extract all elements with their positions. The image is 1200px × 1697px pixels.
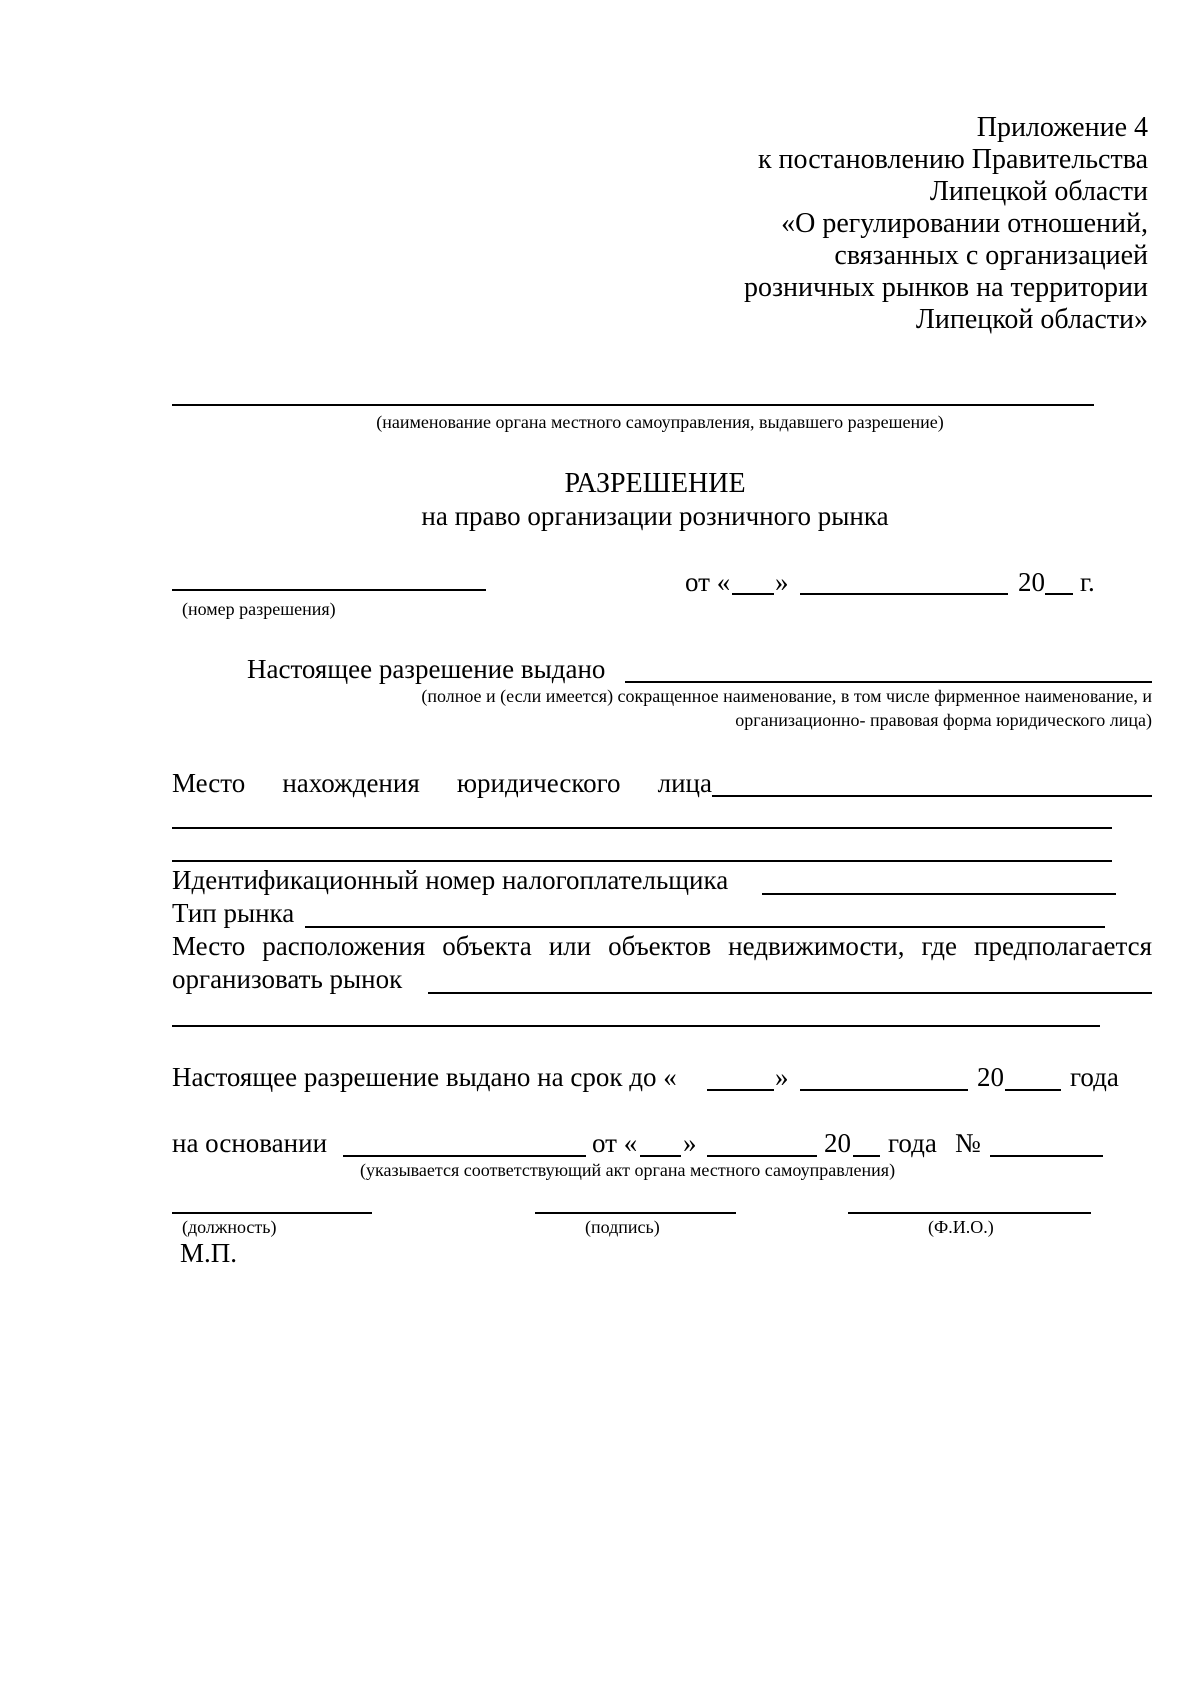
term-label: Настоящее разрешение выдано на срок до «: [172, 1062, 677, 1092]
issued-to-label: Настоящее разрешение выдано: [247, 654, 606, 684]
header-block: [744, 112, 1148, 336]
location-word-3: юридического: [456, 768, 621, 798]
position-caption: (должность): [182, 1217, 277, 1237]
property-field-1[interactable]: [428, 992, 1152, 994]
term-year-prefix: 20: [977, 1062, 1004, 1092]
permit-date-from: от «: [685, 567, 731, 597]
issued-to-caption-1: (полное и (если имеется) сокращенное наименование, в том числе фирменное наименование, и: [421, 686, 1152, 706]
term-year-field[interactable]: [1005, 1089, 1061, 1091]
basis-number-sign: №: [955, 1128, 981, 1158]
term-day-field[interactable]: [707, 1089, 774, 1091]
property-label-line-2: организовать рынок: [172, 964, 403, 994]
location-field-2[interactable]: [172, 827, 1112, 829]
seal-mark: М.П.: [180, 1238, 238, 1268]
permit-month-field[interactable]: [800, 593, 1008, 595]
property-label-line-1: Место расположения объекта или объектов недвижимости, где предполагается: [172, 931, 1152, 961]
authority-name-field[interactable]: [172, 404, 1094, 406]
document-title: РАЗРЕШЕНИЕ: [564, 468, 746, 499]
basis-from: от «: [592, 1128, 638, 1158]
permit-year-field[interactable]: [1045, 593, 1073, 595]
header-line-7: Липецкой области»: [915, 304, 1148, 335]
document-subtitle: на право организации розничного рынка: [421, 501, 889, 531]
permit-day-field[interactable]: [732, 593, 774, 595]
authority-caption: (наименование органа местного самоуправления, выдавшего разрешение): [376, 412, 944, 432]
signature-caption: (подпись): [585, 1217, 660, 1237]
header-line-6: розничных рынков на территории: [743, 272, 1148, 303]
term-year-word: года: [1070, 1062, 1119, 1092]
term-month-field[interactable]: [800, 1089, 968, 1091]
basis-close-quote: »: [683, 1128, 697, 1158]
inn-field[interactable]: [762, 893, 1116, 895]
permit-year-suffix: г.: [1080, 567, 1095, 597]
location-word-2: нахождения: [282, 768, 420, 798]
permit-number-caption: (номер разрешения): [182, 599, 336, 619]
permit-year-prefix: 20: [1018, 567, 1045, 597]
location-field-1[interactable]: [712, 795, 1152, 797]
term-close-quote: »: [775, 1062, 789, 1092]
header-line-5: связанных с организацией: [834, 240, 1148, 271]
permit-number-field[interactable]: [172, 589, 486, 591]
name-caption: (Ф.И.О.): [928, 1217, 994, 1237]
header-line-2: к постановлению Правительства: [757, 144, 1148, 175]
issued-to-field[interactable]: [625, 681, 1152, 683]
market-type-label: Тип рынка: [172, 898, 295, 928]
name-field[interactable]: [848, 1212, 1091, 1214]
location-word-4: лица: [657, 768, 712, 798]
position-field[interactable]: [172, 1212, 372, 1214]
basis-label: на основании: [172, 1128, 328, 1158]
location-word-1: Место: [172, 768, 246, 798]
inn-label: Идентификационный номер налогоплательщика: [172, 865, 729, 895]
permit-date-close: »: [775, 567, 789, 597]
location-label: [172, 767, 712, 799]
property-field-2[interactable]: [172, 1025, 1100, 1027]
basis-year-word: года: [888, 1128, 937, 1158]
header-line-1: Приложение 4: [976, 112, 1148, 143]
basis-caption: (указывается соответствующий акт органа местного самоуправления): [360, 1160, 896, 1180]
market-type-field[interactable]: [305, 926, 1105, 928]
header-line-4: «О регулировании отношений,: [781, 208, 1148, 239]
issued-to-caption-2: организационно- правовая форма юридического лица): [735, 710, 1152, 730]
basis-year-field[interactable]: [853, 1155, 880, 1157]
basis-month-field[interactable]: [707, 1155, 817, 1157]
basis-year-prefix: 20: [824, 1128, 851, 1158]
basis-number-field[interactable]: [990, 1155, 1103, 1157]
basis-act-field[interactable]: [343, 1155, 586, 1157]
header-line-3: Липецкой области: [929, 176, 1148, 207]
location-field-3[interactable]: [172, 860, 1112, 862]
signature-field[interactable]: [535, 1212, 736, 1214]
basis-day-field[interactable]: [640, 1155, 681, 1157]
